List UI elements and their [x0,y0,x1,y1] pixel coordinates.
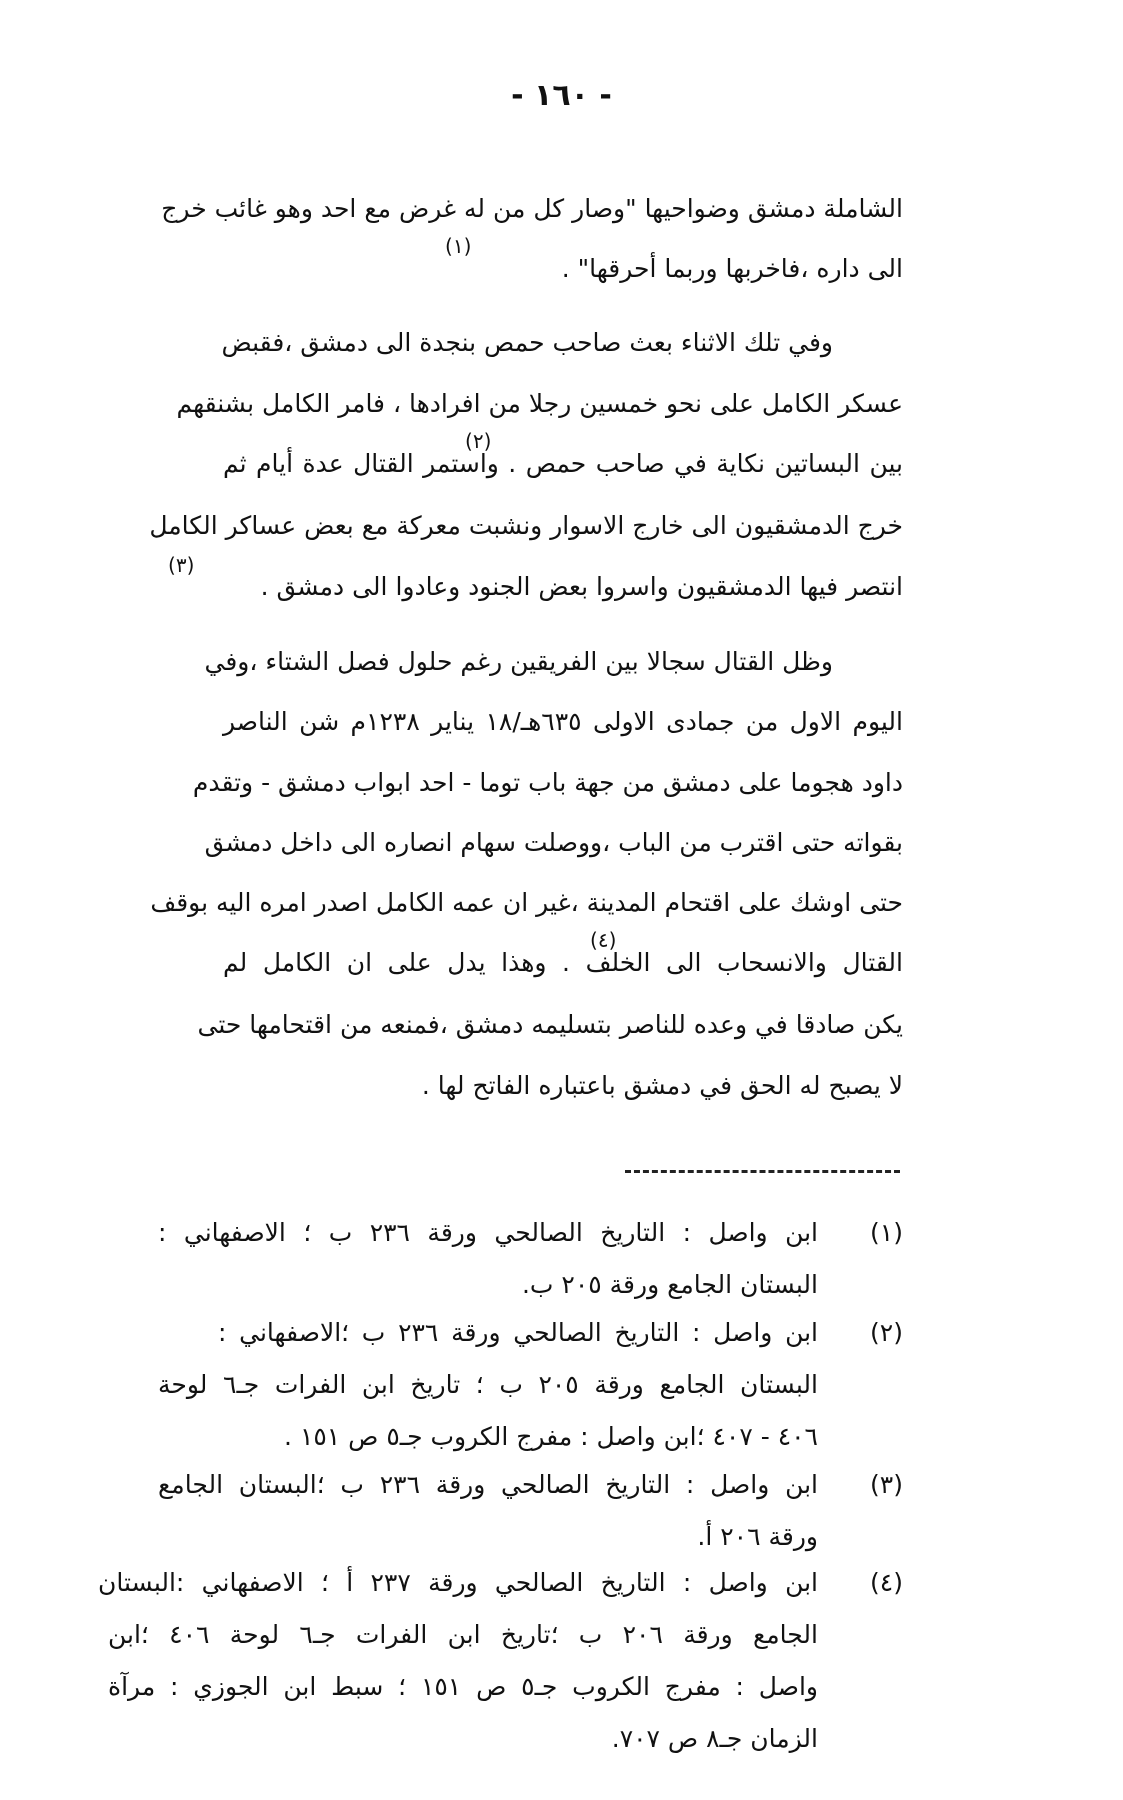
footnote-line: ابن واصل : التاريخ الصالحي ورقة ٢٣٦ ب ؛البستان الجامع [158,1470,818,1499]
footnote-number: (١) [870,1218,903,1247]
footnote-number: (٤) [870,1568,903,1597]
body-line: بين البساتين نكاية في صاحب حمص . واستمر القتال عدة أيام ثم [223,449,903,478]
body-line: اليوم الاول من جمادى الاولى ٦٣٥هـ/١٨ يناير ١٢٣٨م شن الناصر [223,707,903,736]
body-line: انتصر فيها الدمشقيون واسروا بعض الجنود وعادوا الى دمشق . [260,572,903,601]
footnote-line: الجامع ورقة ٢٠٦ ب ؛تاريخ ابن الفرات جـ٦ لوحة ٤٠٦ ؛ابن [108,1620,818,1649]
footnote-line: الزمان جـ٨ ص ٧٠٧. [611,1724,818,1753]
body-line: وظل القتال سجالا بين الفريقين رغم حلول فصل الشتاء ،وفي [204,647,833,676]
page-number: - ١٦٠ - [511,78,612,113]
footnote-line: البستان الجامع ورقة ٢٠٥ ب ؛ تاريخ ابن الفرات جـ٦ لوحة [158,1370,818,1399]
note-marker-2: (٢) [465,429,492,453]
note-marker-1: (١) [445,234,472,258]
body-line: عسكر الكامل على نحو خمسين رجلا من افرادها ، فامر الكامل بشنقهم [176,389,903,418]
body-line: وفي تلك الاثناء بعث صاحب حمص بنجدة الى دمشق ،فقبض [221,328,833,357]
footnote-line: ورقة ٢٠٦ أ. [697,1522,818,1551]
body-line: حتى اوشك على اقتحام المدينة ،غير ان عمه الكامل اصدر امره اليه بوقف [150,888,903,917]
body-line: خرج الدمشقيون الى خارج الاسوار ونشبت معركة مع بعض عساكر الكامل [149,511,903,540]
footnote-line: ابن واصل : التاريخ الصالحي ورقة ٢٣٧ أ ؛ الاصفهاني :البستان [98,1568,818,1597]
note-marker-4: (٤) [590,928,617,952]
footnote-line: واصل : مفرج الكروب جـ٥ ص ١٥١ ؛ سبط ابن الجوزي : مرآة [108,1672,818,1701]
footnote-divider [625,1170,900,1173]
body-line: لا يصبح له الحق في دمشق باعتباره الفاتح لها . [421,1071,903,1100]
note-marker-3: (٣) [168,553,195,577]
footnote-number: (٢) [870,1318,903,1347]
body-line: داود هجوما على دمشق من جهة باب توما - احد ابواب دمشق - وتقدم [192,768,903,797]
footnote-line: البستان الجامع ورقة ٢٠٥ ب. [521,1270,818,1299]
footnote-line: ابن واصل : التاريخ الصالحي ورقة ٢٣٦ ب ؛الاصفهاني : [218,1318,819,1347]
footnote-line: ابن واصل : التاريخ الصالحي ورقة ٢٣٦ ب ؛ الاصفهاني : [158,1218,818,1247]
body-line: يكن صادقا في وعده للناصر بتسليمه دمشق ،فمنعه من اقتحامها حتى [197,1010,903,1039]
body-line: القتال والانسحاب الى الخلف . وهذا يدل على ان الكامل لم [223,948,903,977]
body-line: بقواته حتى اقترب من الباب ،ووصلت سهام انصاره الى داخل دمشق [204,828,903,857]
body-line: الشاملة دمشق وضواحيها "وصار كل من له غرض مع احد وهو غائب خرج [161,194,903,223]
footnote-number: (٣) [870,1470,903,1499]
body-line: الى داره ،فاخربها وربما أحرقها" . [561,254,903,283]
footnote-line: ٤٠٦ - ٤٠٧ ؛ابن واصل : مفرج الكروب جـ٥ ص ١٥١ . [284,1422,818,1451]
